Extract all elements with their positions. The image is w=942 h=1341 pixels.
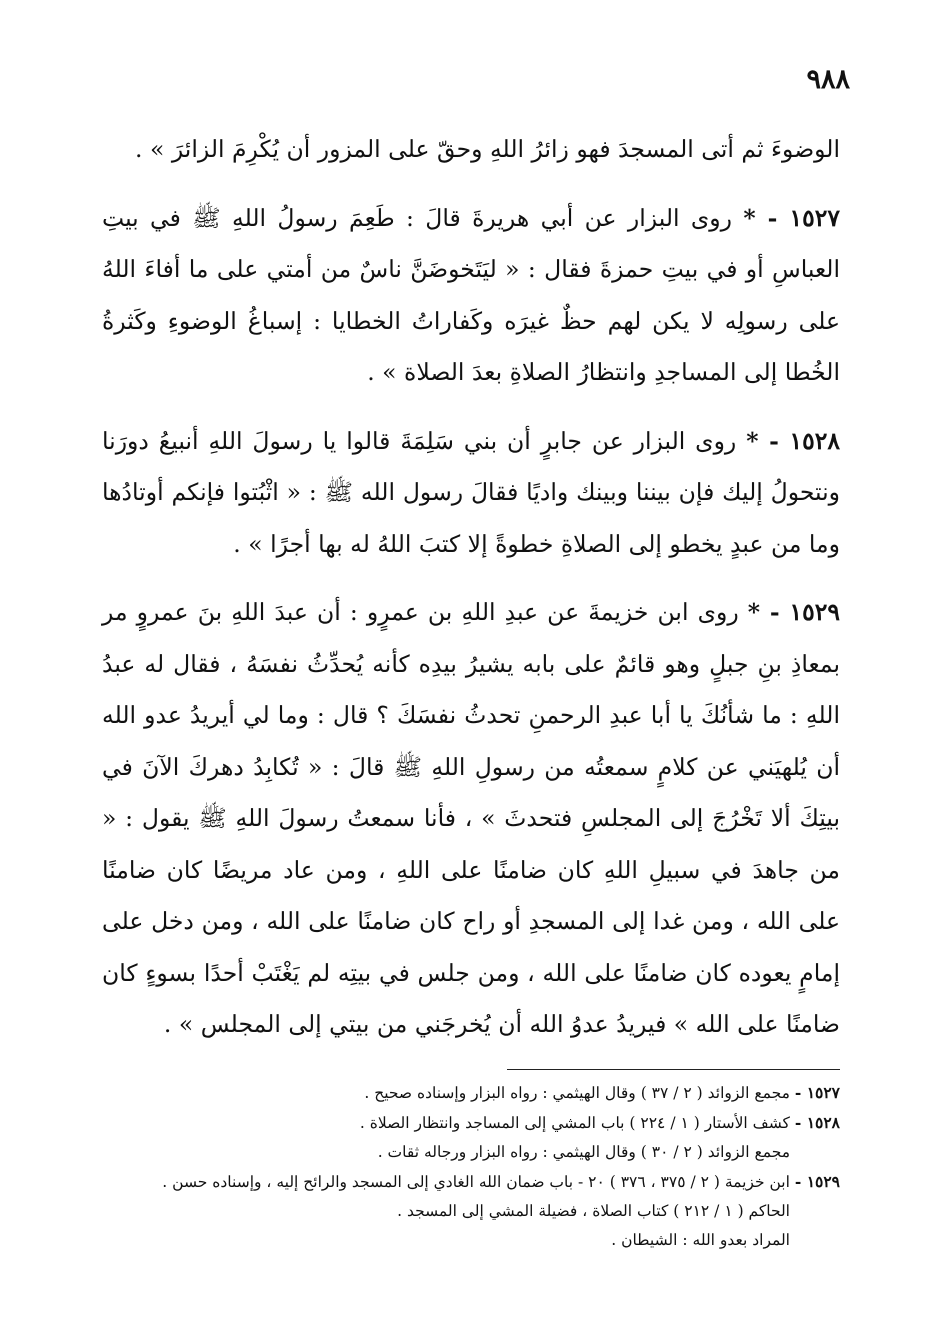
footnote-text: كشف الأستار ( ١ / ٢٢٤ ) باب المشي إلى المساجد وانتظار الصلاة . xyxy=(359,1114,790,1132)
footnote-1529 xyxy=(102,1167,840,1197)
footnote-number: ١٥٢٧ - xyxy=(794,1083,840,1102)
main-text xyxy=(102,124,840,1068)
footnote-text: الحاكم ( ١ / ٢١٢ ) كتاب الصلاة ، فضيلة المشي إلى المسجد . xyxy=(397,1202,790,1220)
hadith-1527 xyxy=(102,193,840,399)
footnote-1528-cont xyxy=(102,1138,840,1167)
hadith-text: روى ابن خزيمةَ عن عبدِ اللهِ بن عمرٍو : أن عبدَ اللهِ بنَ عمروٍ مر بمعاذِ بنِ جبلٍ وهو قائمٌ على بابه يشيرُ بيدِه كأنه يُحدِّثُ نفسَهُ ، فقال له عبدُ اللهِ : ما شأنُكَ يا أبا عبدِ الرحمنِ تحدثُ نفسَكَ ؟ قال : وما لي أيريدُ عدو الله أن يُلهيَني عن كلامٍ سمعتُه من رسولِ اللهِ ﷺ قالَ : « تُكابِدُ دهركَ الآنَ في بيتِكَ ألا تَخْرُجَ إلى المجلسِ فتحدثَ » ، فأنا سمعتُ رسولَ اللهِ ﷺ يقول : « من جاهدَ في سبيلِ اللهِ كان ضامنًا على اللهِ ، ومن عاد مريضًا كان ضامنًا على الله ، ومن غدا إلى المسجدِ أو راح كان ضامنًا على الله ، ومن دخل على إمامٍ يعوده كان ضامنًا على الله ، ومن جلس في بيتِه لم يَغْتَبْ أحدًا بسوءٍ كان ضامنًا على الله » فيريدُ عدوُ الله أن يُخرجَني من بيتي إلى المجلس » . xyxy=(102,598,840,1038)
hadith-text: روى البزار عن جابرٍ أن بني سَلِمَةَ قالوا يا رسولَ اللهِ أنبيعُ دورَنا ونتحولُ إليك فإن بيننا وبينك واديًا فقالَ رسول الله ﷺ : « اثْبُتوا فإنكم أوتادُها وما من عبدٍ يخطو إلى الصلاةِ خطوةً إلا كتبَ اللهُ له بها أجرًا » . xyxy=(102,426,840,558)
footnote-1529-cont-1 xyxy=(102,1197,840,1226)
footnote-number: ١٥٢٩ - xyxy=(794,1172,840,1191)
footnote-1527 xyxy=(102,1078,840,1108)
footnote-1529-cont-2 xyxy=(102,1226,840,1255)
footnote-separator xyxy=(507,1069,840,1070)
hadith-number: ١٥٢٨ - * xyxy=(746,426,840,455)
footnote-text: مجمع الزوائد ( ٢ / ٣٠ ) وقال الهيثمي : رواه البزار ورجاله ثقات . xyxy=(377,1143,790,1161)
page-number: ٩٨٨ xyxy=(806,64,850,95)
opening-paragraph: الوضوءَ ثم أتى المسجدَ فهو زائرُ اللهِ وحقّ على المزور أن يُكْرِمَ الزائرَ » . xyxy=(135,135,840,163)
footnote-1528 xyxy=(102,1108,840,1138)
hadith-number: ١٥٢٧ - * xyxy=(743,203,840,232)
hadith-number: ١٥٢٩ - * xyxy=(747,598,840,626)
footnotes xyxy=(102,1078,840,1255)
footnote-number: ١٥٢٨ - xyxy=(794,1113,840,1132)
hadith-1529 xyxy=(102,587,840,1051)
footnote-text: ابن خزيمة ( ٢ / ٣٧٥ ، ٣٧٦ ) ٢٠ - باب ضمان الله الغادي إلى المسجد والرائح إليه ، وإسناده حسن . xyxy=(162,1173,790,1191)
hadith-1528 xyxy=(102,416,840,571)
footnote-text: المراد بعدو الله : الشيطان . xyxy=(611,1231,790,1249)
hadith-text: روى البزار عن أبي هريرةَ قالَ : طَعِمَ رسولُ اللهِ ﷺ في بيتِ العباسِ أو في بيتِ حمزةَ فقال : « ليَتَخوضَنَّ ناسٌ من أمتي على ما أفاءَ اللهُ على رسولِه لا يكن لهم حظٌ غيرَه وكَفاراتُ الخطايا : إسباغُ الوضوءِ وكَثرةُ الخُطا إلى المساجدِ وانتظارُ الصلاةِ بعدَ الصلاة » . xyxy=(102,203,840,386)
footnote-text: مجمع الزوائد ( ٢ / ٣٧ ) وقال الهيثمي : رواه البزار وإسناده صحيح . xyxy=(364,1084,790,1102)
